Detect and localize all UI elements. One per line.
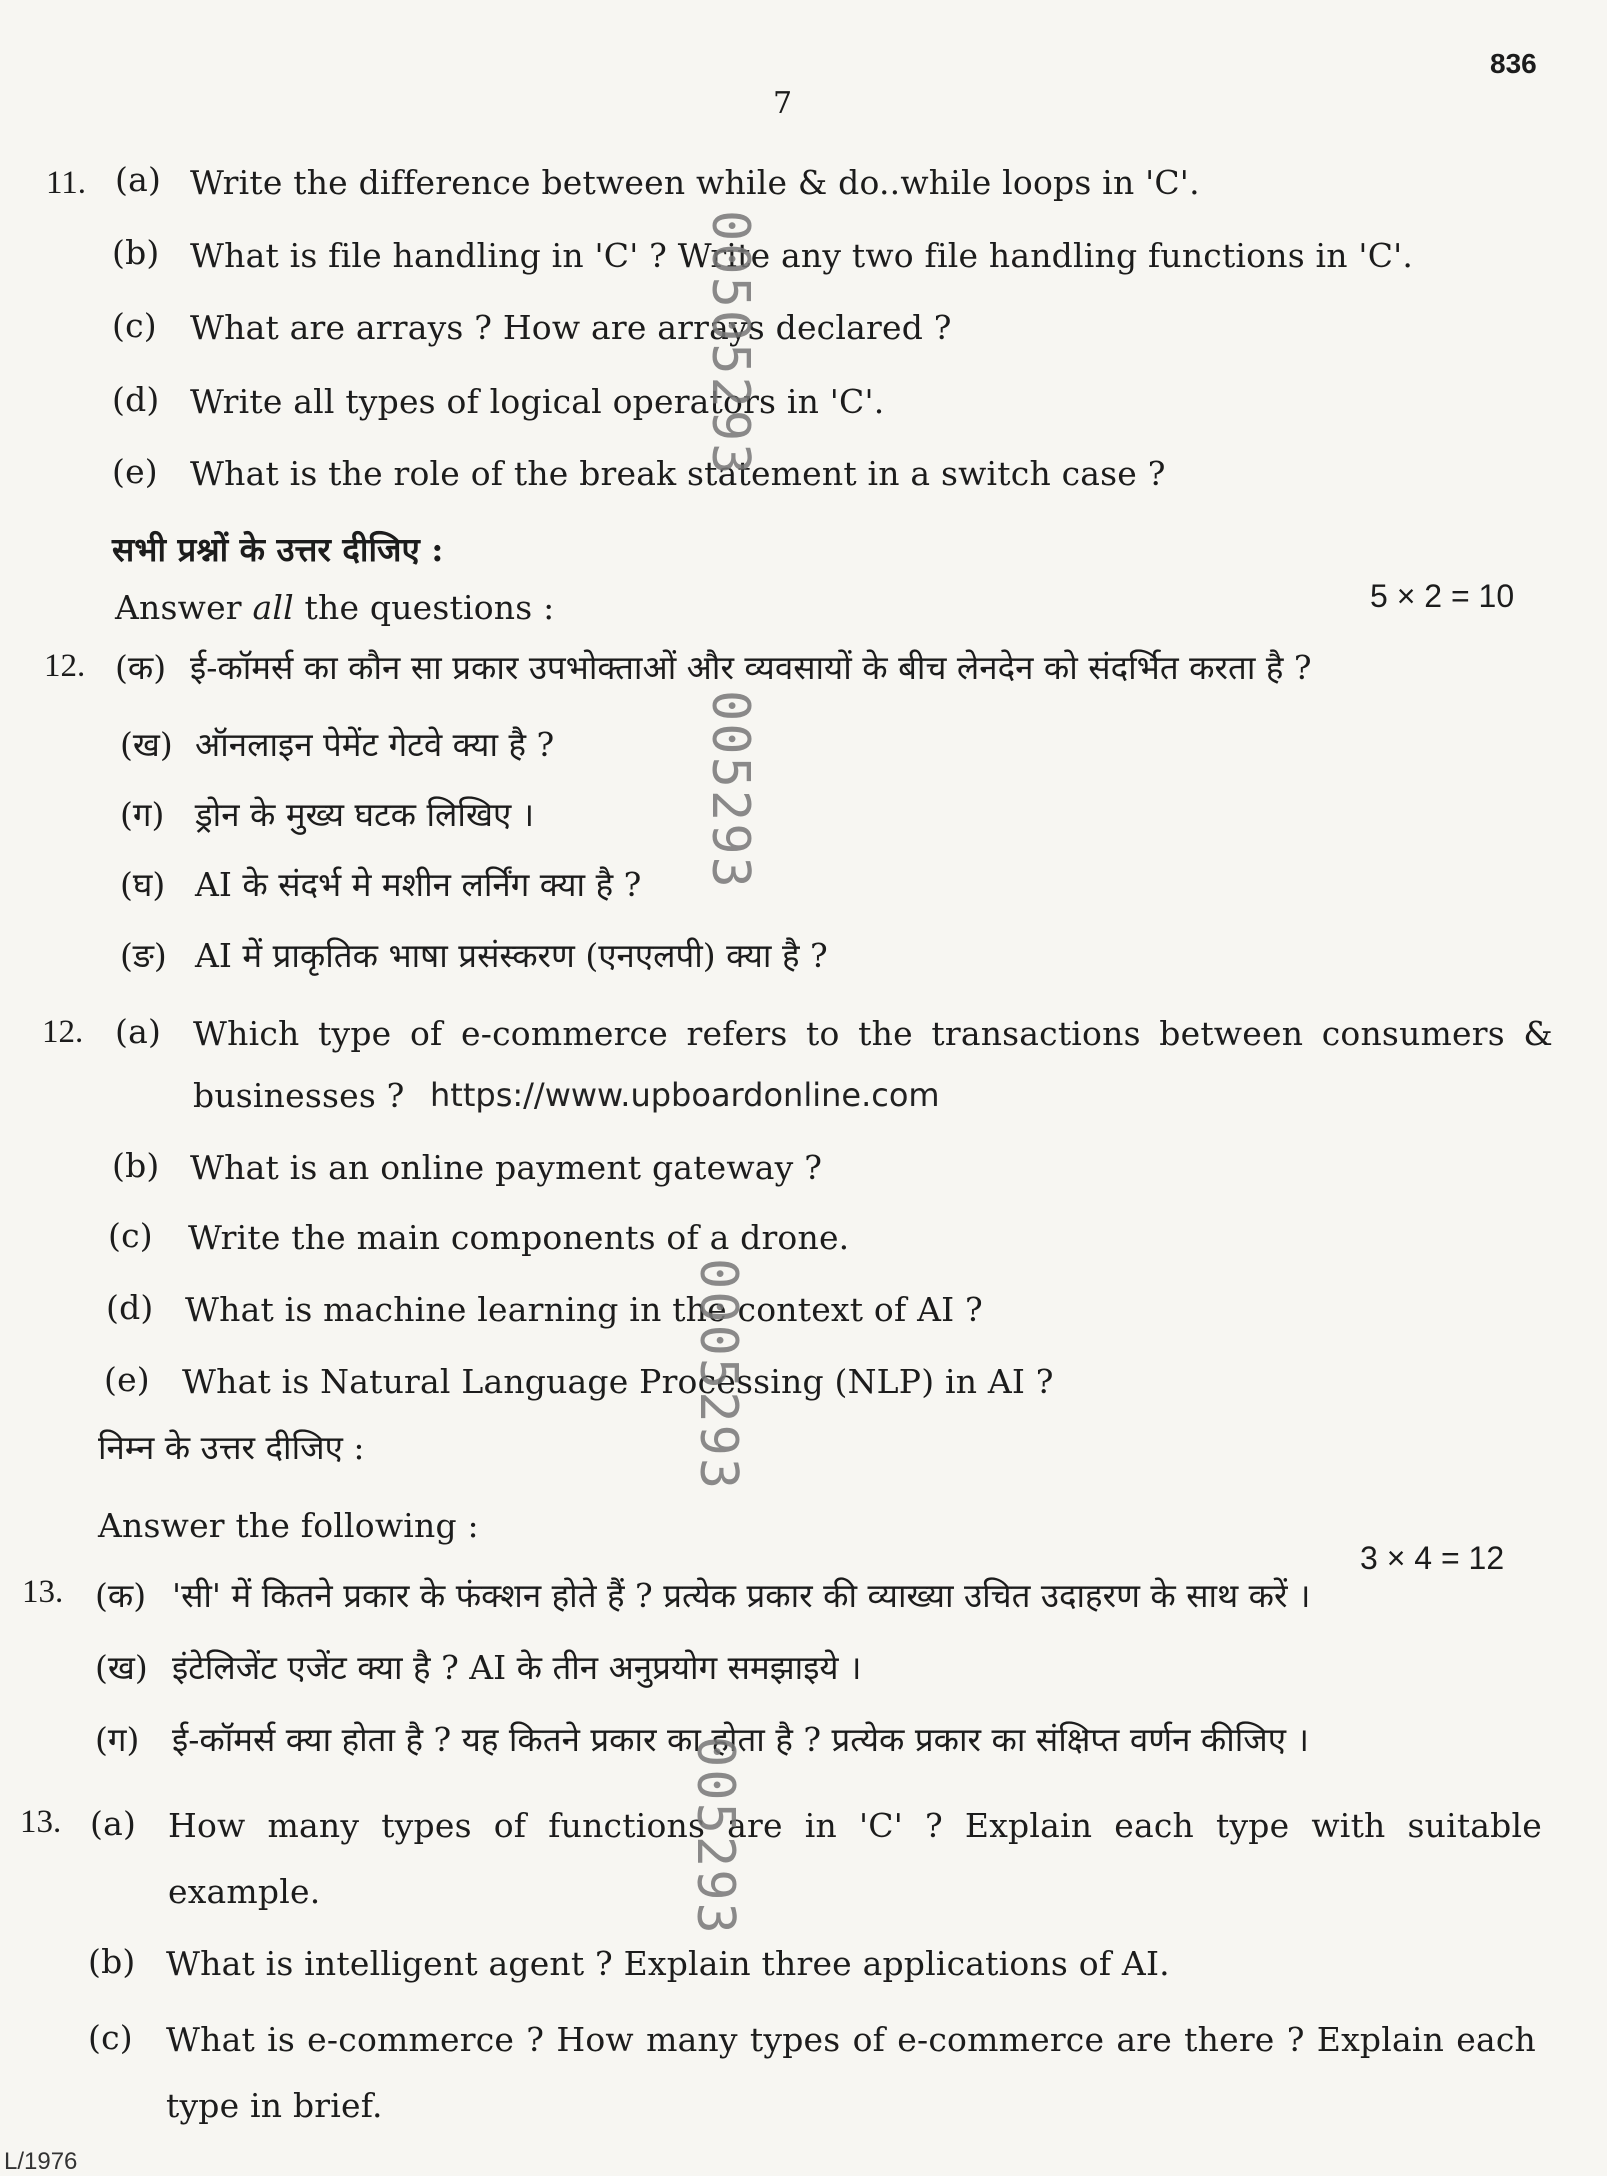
q12-hi-kha-label: (ख) (120, 725, 173, 764)
serial-stamp: 005293 (685, 1736, 745, 1936)
q12-hi-nga-label: (ङ) (120, 936, 167, 975)
section-a-english-instruction: Answer all the questions : (115, 588, 555, 627)
q13-hi-ka-label: (क) (95, 1576, 147, 1615)
section-a-marks: 5 × 2 = 10 (1370, 578, 1515, 614)
q13-en-c-label: (c) (88, 2018, 133, 2057)
q13-hi-ka-text: 'सी' में कितने प्रकार के फंक्शन होते हैं ? प्रत्येक प्रकार की व्याख्या उचित उदाहरण के साथ करें । (172, 1576, 1311, 1615)
q13-en-a-line1: How many types of functions are in 'C' ? Explain each type with suitable (168, 1806, 1542, 1845)
paper-code: 836 (1490, 48, 1537, 79)
q12-en-d-label: (d) (106, 1288, 154, 1327)
q12-en-e-text: What is Natural Language Processing (NLP) in AI ? (182, 1362, 1054, 1401)
q13-en-c-line2: type in brief. (166, 2086, 383, 2125)
q12-hi-ka-text: ई-कॉमर्स का कौन सा प्रकार उपभोक्ताओं और व्यवसायों के बीच लेनदेन को संदर्भित करता है ? (190, 648, 1312, 687)
q11-a-label: (a) (115, 160, 162, 199)
page-number: 7 (773, 86, 793, 121)
serial-stamp: 00505293 (700, 210, 760, 477)
q12-hi-ga-text: ड्रोन के मुख्य घटक लिखिए । (195, 795, 535, 834)
q11-b-text: What is file handling in 'C' ? Write any two file handling functions in 'C'. (190, 236, 1414, 275)
question-12-en-number: 12. (42, 1014, 84, 1050)
q11-d-label: (d) (112, 380, 160, 419)
source-url-link[interactable]: https://www.upboardonline.com (430, 1076, 940, 1114)
q13-hi-ga-label: (ग) (95, 1720, 140, 1759)
q13-hi-ga-text: ई-कॉमर्स क्या होता है ? यह कितने प्रकार का होता है ? प्रत्येक प्रकार का संक्षिप्त वर्णन कीजिए । (172, 1720, 1310, 1759)
q13-en-c-line1: What is e-commerce ? How many types of e-commerce are there ? Explain each (166, 2020, 1536, 2059)
section-b-hindi-instruction: निम्न के उत्तर दीजिए : (98, 1428, 365, 1467)
q13-en-a-label: (a) (90, 1804, 137, 1843)
section-b-marks: 3 × 4 = 12 (1360, 1540, 1505, 1576)
q13-en-b-text: What is intelligent agent ? Explain three applications of AI. (166, 1944, 1170, 1983)
footer-code: L/1976 (4, 2148, 78, 2175)
section-a-hindi-instruction: सभी प्रश्नों के उत्तर दीजिए : (112, 530, 444, 569)
q12-hi-gha-label: (घ) (120, 865, 166, 904)
q12-en-b-text: What is an online payment gateway ? (190, 1148, 823, 1187)
question-13-hi-number: 13. (22, 1574, 64, 1610)
q11-e-label: (e) (112, 452, 158, 491)
q11-c-text: What are arrays ? How are arrays declared ? (190, 308, 952, 347)
q12-en-a-line2: businesses ? (193, 1076, 405, 1115)
q12-en-b-label: (b) (112, 1146, 160, 1185)
q12-en-e-label: (e) (104, 1360, 150, 1399)
q11-b-label: (b) (112, 233, 160, 272)
serial-stamp: 0005293 (688, 1258, 748, 1492)
q12-en-c-label: (c) (108, 1216, 153, 1255)
q13-en-a-line2: example. (168, 1872, 321, 1911)
q12-hi-ka-label: (क) (115, 648, 167, 687)
question-11-number: 11. (46, 165, 87, 201)
q13-en-b-label: (b) (88, 1942, 136, 1981)
question-13-en-number: 13. (20, 1804, 62, 1840)
q12-en-c-text: Write the main components of a drone. (188, 1218, 850, 1257)
q11-d-text: Write all types of logical operators in 'C'. (190, 382, 885, 421)
q12-hi-nga-text: AI में प्राकृतिक भाषा प्रसंस्करण (एनएलपी) क्या है ? (195, 936, 828, 975)
section-b-english-instruction: Answer the following : (98, 1506, 479, 1545)
serial-stamp: 005293 (700, 690, 760, 890)
q12-hi-kha-text: ऑनलाइन पेमेंट गेटवे क्या है ? (195, 725, 555, 764)
question-12-hi-number: 12. (44, 648, 86, 684)
q12-hi-gha-text: AI के संदर्भ मे मशीन लर्निंग क्या है ? (195, 865, 642, 904)
q12-en-a-line1: Which type of e-commerce refers to the transactions between consumers & (193, 1014, 1553, 1053)
q13-hi-kha-text: इंटेलिजेंट एजेंट क्या है ? AI के तीन अनुप्रयोग समझाइये । (172, 1648, 862, 1687)
q12-hi-ga-label: (ग) (120, 795, 165, 834)
q11-a-text: Write the difference between while & do..while loops in 'C'. (190, 163, 1200, 202)
q11-e-text: What is the role of the break statement in a switch case ? (190, 454, 1166, 493)
q11-c-label: (c) (112, 306, 157, 345)
q12-en-d-text: What is machine learning in the context of AI ? (185, 1290, 983, 1329)
q12-en-a-label: (a) (115, 1012, 162, 1051)
q13-hi-kha-label: (ख) (95, 1648, 148, 1687)
